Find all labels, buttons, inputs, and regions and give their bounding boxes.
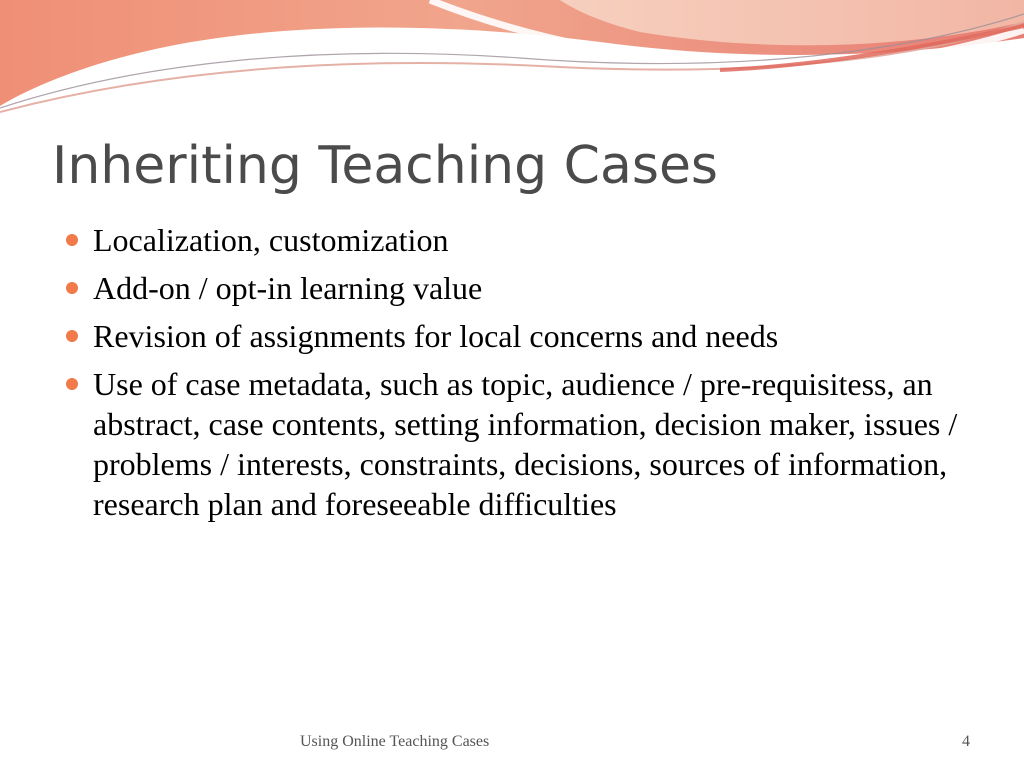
bullet-item: [66, 220, 966, 260]
bullet-text: Use of case metadata, such as topic, audience / pre-requisitess, an abstract, case contents, setting information, decision maker, issues / problems / interests, constraints, decisions, sources of information, research plan and foreseeable difficulties: [93, 366, 958, 522]
bullet-dot-icon: [66, 234, 78, 246]
slide-title: Inheriting Teaching Cases: [52, 136, 719, 196]
bullet-dot-icon: [66, 282, 78, 294]
bullet-dot-icon: [66, 330, 78, 342]
bullet-dot-icon: [66, 378, 78, 390]
bullet-text: Revision of assignments for local concerns and needs: [93, 318, 779, 354]
bullet-text: Localization, customization: [93, 222, 449, 258]
bullet-list: [66, 220, 966, 532]
bullet-item: [66, 268, 966, 308]
page-number: 4: [962, 733, 970, 750]
bullet-text: Add-on / opt-in learning value: [93, 270, 483, 306]
footer-text: Using Online Teaching Cases: [300, 733, 490, 750]
header-swoosh-decoration: [0, 0, 1024, 130]
bullet-item: [66, 364, 966, 524]
bullet-item: [66, 316, 966, 356]
